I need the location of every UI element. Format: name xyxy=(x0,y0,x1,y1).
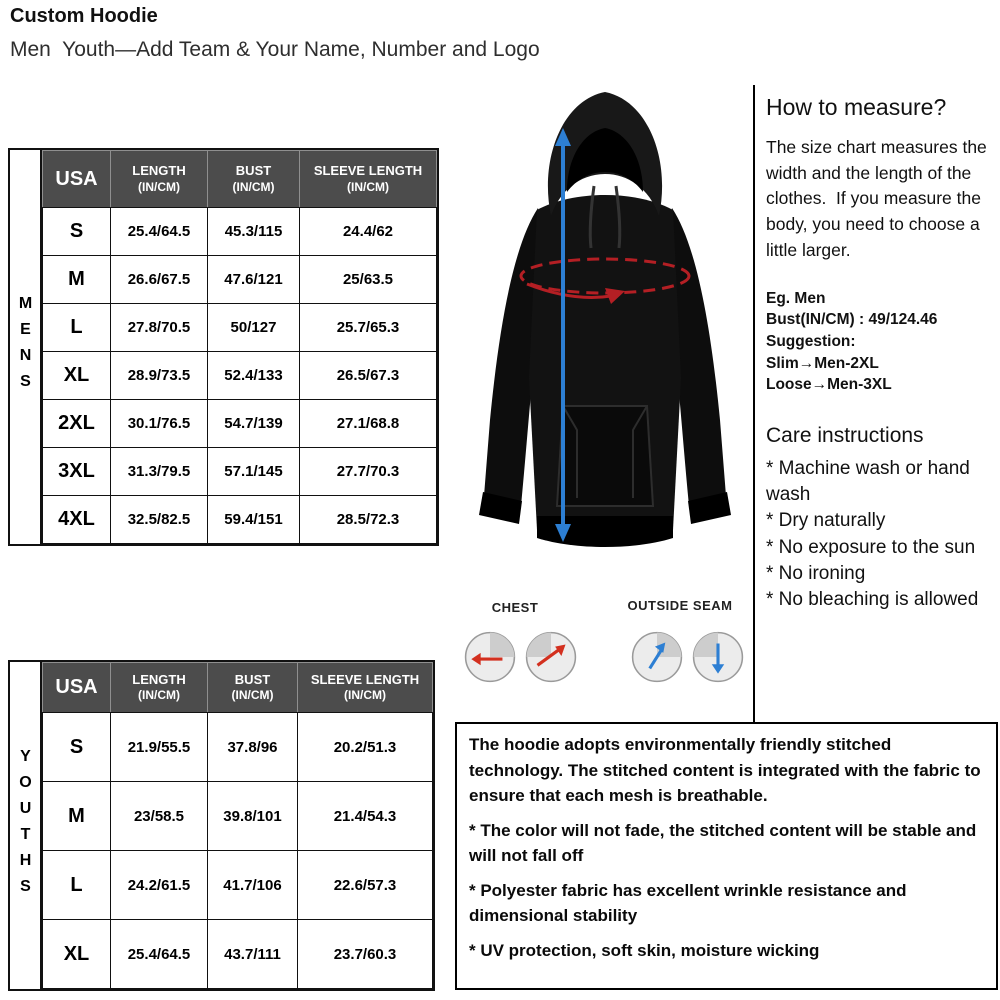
how-to-measure-title: How to measure? xyxy=(766,94,947,120)
column-header-sleeve xyxy=(298,663,433,713)
outside-seam-fold-icon-1 xyxy=(630,630,684,684)
table-row xyxy=(43,256,437,304)
example-line: Bust(IN/CM) : 49/124.46 xyxy=(766,311,938,329)
table-row xyxy=(43,400,437,448)
bust-cell: 59.4/151 xyxy=(208,496,300,544)
how-to-measure-section xyxy=(766,94,996,613)
care-instructions-section xyxy=(766,424,996,613)
size-cell: XL xyxy=(43,920,111,989)
sleeve-cell: 26.5/67.3 xyxy=(300,352,437,400)
column-name: LENGTH xyxy=(132,671,186,687)
fabric-item: * Polyester fabric has excellent wrinkle resistance and dimensional stability xyxy=(469,880,907,925)
example-line: Slim→Men-2XL xyxy=(766,354,879,372)
chest-label: CHEST xyxy=(491,600,539,615)
care-item: * No bleaching is allowed xyxy=(766,589,979,611)
bust-cell: 47.6/121 xyxy=(208,256,300,304)
fabric-item: * The color will not fade, the stitched content will be stable and will not fall off xyxy=(469,820,977,865)
fabric-item: * UV protection, soft skin, moisture wicking xyxy=(469,940,820,960)
size-cell: 4XL xyxy=(43,496,111,544)
table-header-row xyxy=(43,663,433,713)
mens-size-table xyxy=(42,150,437,544)
length-cell: 26.6/67.5 xyxy=(111,256,208,304)
sleeve-cell: 27.7/70.3 xyxy=(300,448,437,496)
youths-size-chart xyxy=(8,660,435,991)
example-line: Loose→Men-3XL xyxy=(766,376,892,394)
bust-cell: 41.7/106 xyxy=(208,851,298,920)
fabric-info-box xyxy=(455,722,998,990)
size-cell: 3XL xyxy=(43,448,111,496)
bust-cell: 54.7/139 xyxy=(208,400,300,448)
column-unit: (IN/CM) xyxy=(347,179,389,194)
bust-cell: 37.8/96 xyxy=(208,713,298,782)
column-header-usa: USA xyxy=(43,663,111,713)
table-header-row xyxy=(43,151,437,208)
size-cell: L xyxy=(43,304,111,352)
column-name: SLEEVE LENGTH xyxy=(310,671,420,687)
mens-size-chart xyxy=(8,148,439,546)
sleeve-cell: 27.1/68.8 xyxy=(300,400,437,448)
table-row xyxy=(43,782,433,851)
length-cell: 30.1/76.5 xyxy=(111,400,208,448)
length-cell: 31.3/79.5 xyxy=(111,448,208,496)
column-name: LENGTH xyxy=(132,163,186,179)
care-item: * No ironing xyxy=(766,562,866,584)
care-item: * No exposure to the sun xyxy=(766,536,976,558)
column-header-length xyxy=(111,151,208,208)
youths-size-table xyxy=(42,662,433,989)
table-row xyxy=(43,208,437,256)
table-row xyxy=(43,496,437,544)
column-header-length xyxy=(111,663,208,713)
size-cell: M xyxy=(43,782,111,851)
sleeve-cell: 25/63.5 xyxy=(300,256,437,304)
size-cell: 2XL xyxy=(43,400,111,448)
sleeve-cell: 21.4/54.3 xyxy=(298,782,433,851)
page-title: Custom Hoodie xyxy=(10,5,158,27)
length-cell: 23/58.5 xyxy=(111,782,208,851)
bust-cell: 57.1/145 xyxy=(208,448,300,496)
fabric-intro: The hoodie adopts environmentally friendly stitched technology. The stitched content is integrated with the fabric to ensure that each mesh is breathable. xyxy=(469,735,981,805)
length-cell: 24.2/61.5 xyxy=(111,851,208,920)
bust-cell: 43.7/111 xyxy=(208,920,298,989)
size-cell: L xyxy=(43,851,111,920)
chest-fold-icon-1 xyxy=(463,630,517,684)
vertical-divider-line xyxy=(753,85,755,722)
care-item: * Machine wash or hand wash xyxy=(766,458,970,506)
outside-seam-fold-icon-2 xyxy=(691,630,745,684)
column-unit: (IN/CM) xyxy=(232,179,275,194)
column-name: BUST xyxy=(235,163,272,179)
column-header-bust xyxy=(208,663,298,713)
youths-group-label-column xyxy=(10,662,42,989)
column-header-sleeve xyxy=(300,151,437,208)
column-name: BUST xyxy=(234,671,271,687)
hoodie-product-image xyxy=(455,78,755,598)
care-instructions-title: Care instructions xyxy=(766,424,924,448)
example-line: Suggestion: xyxy=(766,332,856,350)
column-unit: (IN/CM) xyxy=(344,688,386,703)
column-header-usa: USA xyxy=(43,151,111,208)
length-cell: 27.8/70.5 xyxy=(111,304,208,352)
length-cell: 25.4/64.5 xyxy=(111,208,208,256)
care-item: * Dry naturally xyxy=(766,510,886,532)
column-unit: (IN/CM) xyxy=(231,688,274,703)
hoodie-illustration xyxy=(455,78,755,598)
column-unit: (IN/CM) xyxy=(138,688,180,703)
table-row xyxy=(43,851,433,920)
column-unit: (IN/CM) xyxy=(138,179,180,194)
sleeve-cell: 22.6/57.3 xyxy=(298,851,433,920)
bust-cell: 45.3/115 xyxy=(208,208,300,256)
size-cell: XL xyxy=(43,352,111,400)
column-name: SLEEVE LENGTH xyxy=(313,163,423,179)
example-line: Eg. Men xyxy=(766,289,826,307)
size-cell: S xyxy=(43,208,111,256)
bust-cell: 52.4/133 xyxy=(208,352,300,400)
youths-group-label: YOUTHS xyxy=(17,747,34,904)
size-cell: M xyxy=(43,256,111,304)
bust-cell: 39.8/101 xyxy=(208,782,298,851)
table-row xyxy=(43,304,437,352)
length-cell: 21.9/55.5 xyxy=(111,713,208,782)
sleeve-cell: 25.7/65.3 xyxy=(300,304,437,352)
page-subtitle: Men Youth—Add Team & Your Name, Number and Logo xyxy=(10,38,540,61)
sleeve-cell: 24.4/62 xyxy=(300,208,437,256)
table-row xyxy=(43,352,437,400)
table-row xyxy=(43,920,433,989)
column-header-bust xyxy=(208,151,300,208)
outside-seam-label: OUTSIDE SEAM xyxy=(627,598,733,613)
mens-group-label-column xyxy=(10,150,42,544)
length-cell: 32.5/82.5 xyxy=(111,496,208,544)
mens-group-label: MENS xyxy=(17,295,34,399)
sleeve-cell: 23.7/60.3 xyxy=(298,920,433,989)
sleeve-cell: 28.5/72.3 xyxy=(300,496,437,544)
sleeve-cell: 20.2/51.3 xyxy=(298,713,433,782)
table-row xyxy=(43,713,433,782)
length-cell: 28.9/73.5 xyxy=(111,352,208,400)
bust-cell: 50/127 xyxy=(208,304,300,352)
how-to-measure-body: The size chart measures the width and the length of the clothes. If you measure the body, you need to choose a little larger. xyxy=(766,137,992,260)
chest-fold-icon-2 xyxy=(524,630,578,684)
length-cell: 25.4/64.5 xyxy=(111,920,208,989)
size-cell: S xyxy=(43,713,111,782)
table-row xyxy=(43,448,437,496)
